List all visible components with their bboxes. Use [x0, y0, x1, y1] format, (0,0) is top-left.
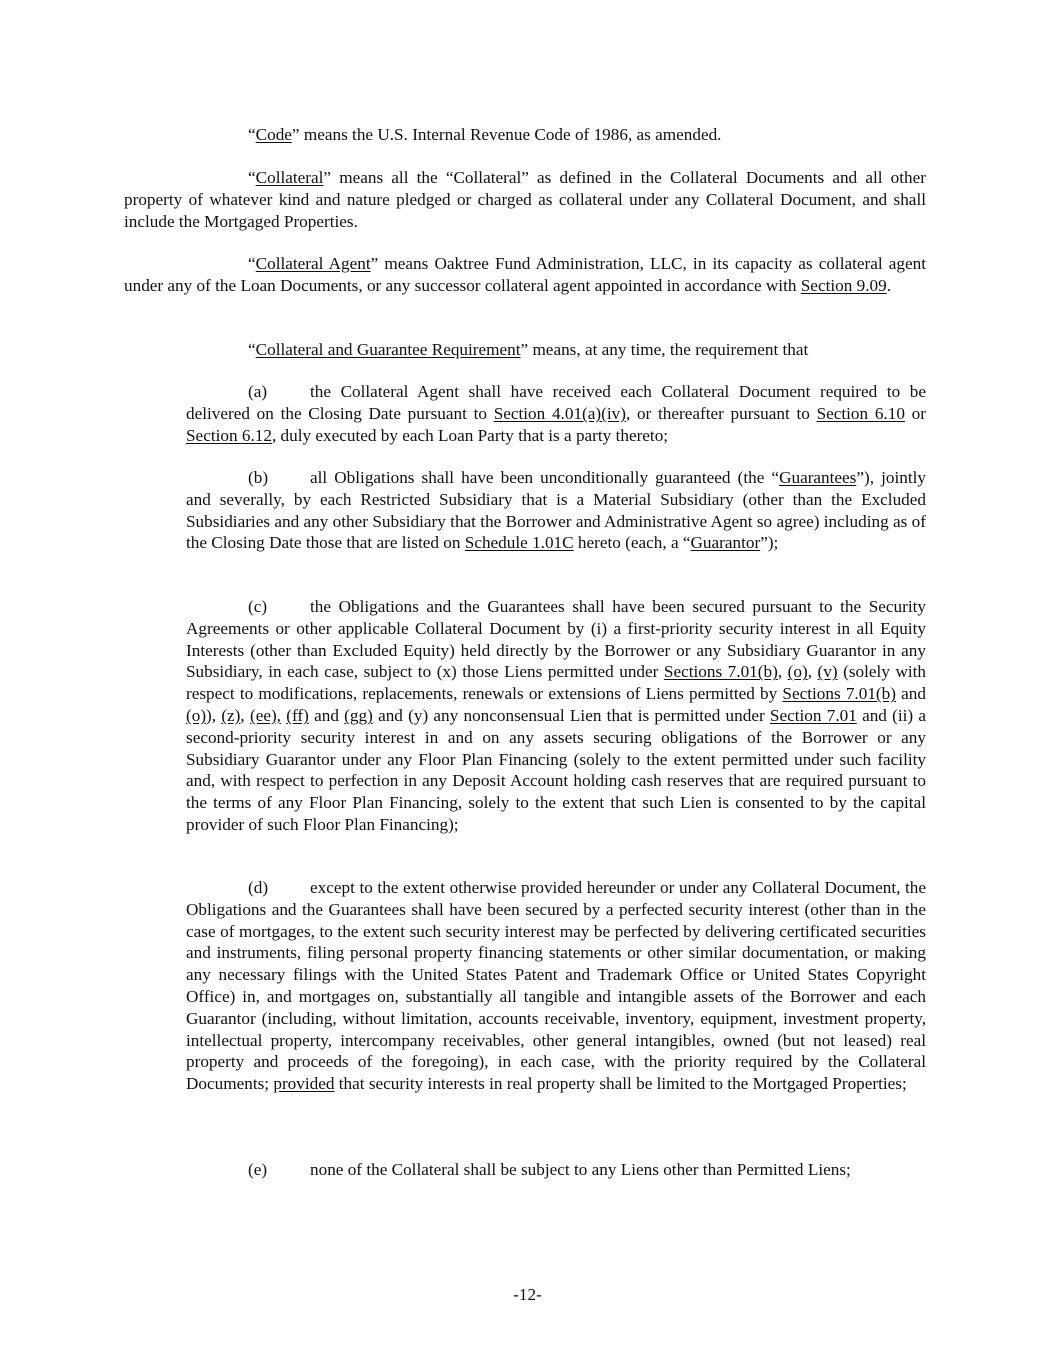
defined-term: Collateral Agent — [255, 254, 371, 273]
defined-term: Code — [255, 125, 292, 144]
definition-collateral: “Collateral” means all the “Collateral” as defined in the Collateral Documents and all other property of whatever kind and nature pledged or charged as collateral under any Collateral Document, and shall include the Mortgaged Properties. — [124, 168, 926, 231]
defined-term: Guarantor — [690, 533, 761, 553]
section-reference: (v) — [817, 662, 838, 682]
clause-a: (a) the Collateral Agent shall have received each Collateral Document required to be delivered on the Closing Date pursuant to Section 4.01(a)(iv), or thereafter pursuant to Section 6.10 or Section 6.12, duly executed by each Loan Party that is a party thereto; — [186, 382, 926, 445]
definition-code: “Code” means the U.S. Internal Revenue Code of 1986, as amended. — [248, 125, 722, 144]
section-reference: (o) — [787, 662, 808, 682]
section-reference: (o) — [186, 705, 207, 725]
section-reference: (ee), — [249, 705, 281, 725]
section-reference: Sections 7.01(b) — [663, 662, 778, 682]
proviso-term: provided — [273, 1074, 335, 1094]
clause-label: (d) — [248, 878, 269, 897]
defined-term: Collateral — [255, 168, 324, 187]
section-reference: (gg) — [344, 705, 373, 725]
defined-term: Collateral and Guarantee Requirement — [255, 340, 521, 359]
section-reference: Sections 7.01(b) — [782, 684, 896, 704]
clause-b: (b) all Obligations shall have been unconditionally guaranteed (the “Guarantees”), jointly and severally, by each Restricted Subsidiary that is a Material Subsidiary (other than the Excluded Subsidiaries and any other Subsidiary that the Borrower and Administrative Agent so agree) including as of the Closing Date those that are listed on Schedule 1.01C hereto (each, a “Guarantor”); — [186, 468, 926, 553]
defined-term: Guarantees — [779, 468, 857, 487]
section-reference: Section 4.01(a)(iv) — [493, 403, 626, 423]
section-reference: (ff) — [286, 705, 309, 725]
section-reference: Section 9.09 — [800, 275, 887, 295]
clause-e: (e) none of the Collateral shall be subject to any Liens other than Permitted Liens; — [248, 1160, 851, 1179]
clause-label: (a) — [248, 382, 268, 401]
section-reference: Section 6.12 — [186, 425, 272, 445]
clause-c: (c) the Obligations and the Guarantees shall have been secured pursuant to the Security Agreements or other applicable Collateral Document by (i) a first-priority security interest in all Equity Interests (other than Excluded Equity) held directly by the Borrower or any Subsidiary Guarantor in any Subsidiary, in each case, subject to (x) those Liens permitted under Sections 7.01(b), (o), (v) (solely with respect to modifications, replacements, renewals or extensions of Liens permitted by Sections 7.01(b) and (o)), (z), (ee), (ff) and (gg) and (y) any nonconsensual Lien that is permitted under Section 7.01 and (ii) a second-priority security interest in and on any assets securing obligations of the Borrower or any Subsidiary Guarantor under any Floor Plan Financing (solely to the extent permitted under such facility and, with respect to perfection in any Deposit Account holding cash reserves that are required pursuant to the terms of any Floor Plan Financing, solely to the extent that such Lien is consented to by the capital provider of such Floor Plan Financing); — [186, 597, 927, 834]
section-reference: (z) — [221, 705, 241, 725]
section-reference: Section 7.01 — [769, 705, 857, 725]
definition-collateral-agent: “Collateral Agent” means Oaktree Fund Administration, LLC, in its capacity as collateral agent under any of the Loan Documents, or any successor collateral agent appointed in accordance with Section 9.09. — [124, 254, 926, 295]
clause-label: (e) — [248, 1160, 268, 1179]
section-reference: Section 6.10 — [816, 403, 905, 423]
definition-collateral-and-guarantee-requirement: “Collateral and Guarantee Requirement” means, at any time, the requirement that — [248, 340, 809, 359]
page-number: -12- — [513, 1285, 542, 1304]
schedule-reference: Schedule 1.01C — [464, 533, 574, 553]
clause-label: (c) — [248, 597, 268, 616]
clause-label: (b) — [248, 468, 269, 487]
clause-d: (d) except to the extent otherwise provided hereunder or under any Collateral Document, the Obligations and the Guarantees shall have been secured by a perfected security interest (other than in the case of mortgages, to the extent such security interest may be perfected by delivering certificated securities and instruments, filing personal property financing statements or other similar documentation, or making any necessary filings with the United States Patent and Trademark Office or United States Copyright Office) in, and mortgages on, substantially all tangible and intangible assets of the Borrower and each Guarantor (including, without limitation, accounts receivable, inventory, equipment, investment property, intellectual property, intercompany receivables, other general intangibles, owned (but not leased) real property and proceeds of the foregoing), in each case, with the priority required by the Collateral Documents; provided that security interests in real property shall be limited to the Mortgaged Properties; — [186, 878, 926, 1094]
